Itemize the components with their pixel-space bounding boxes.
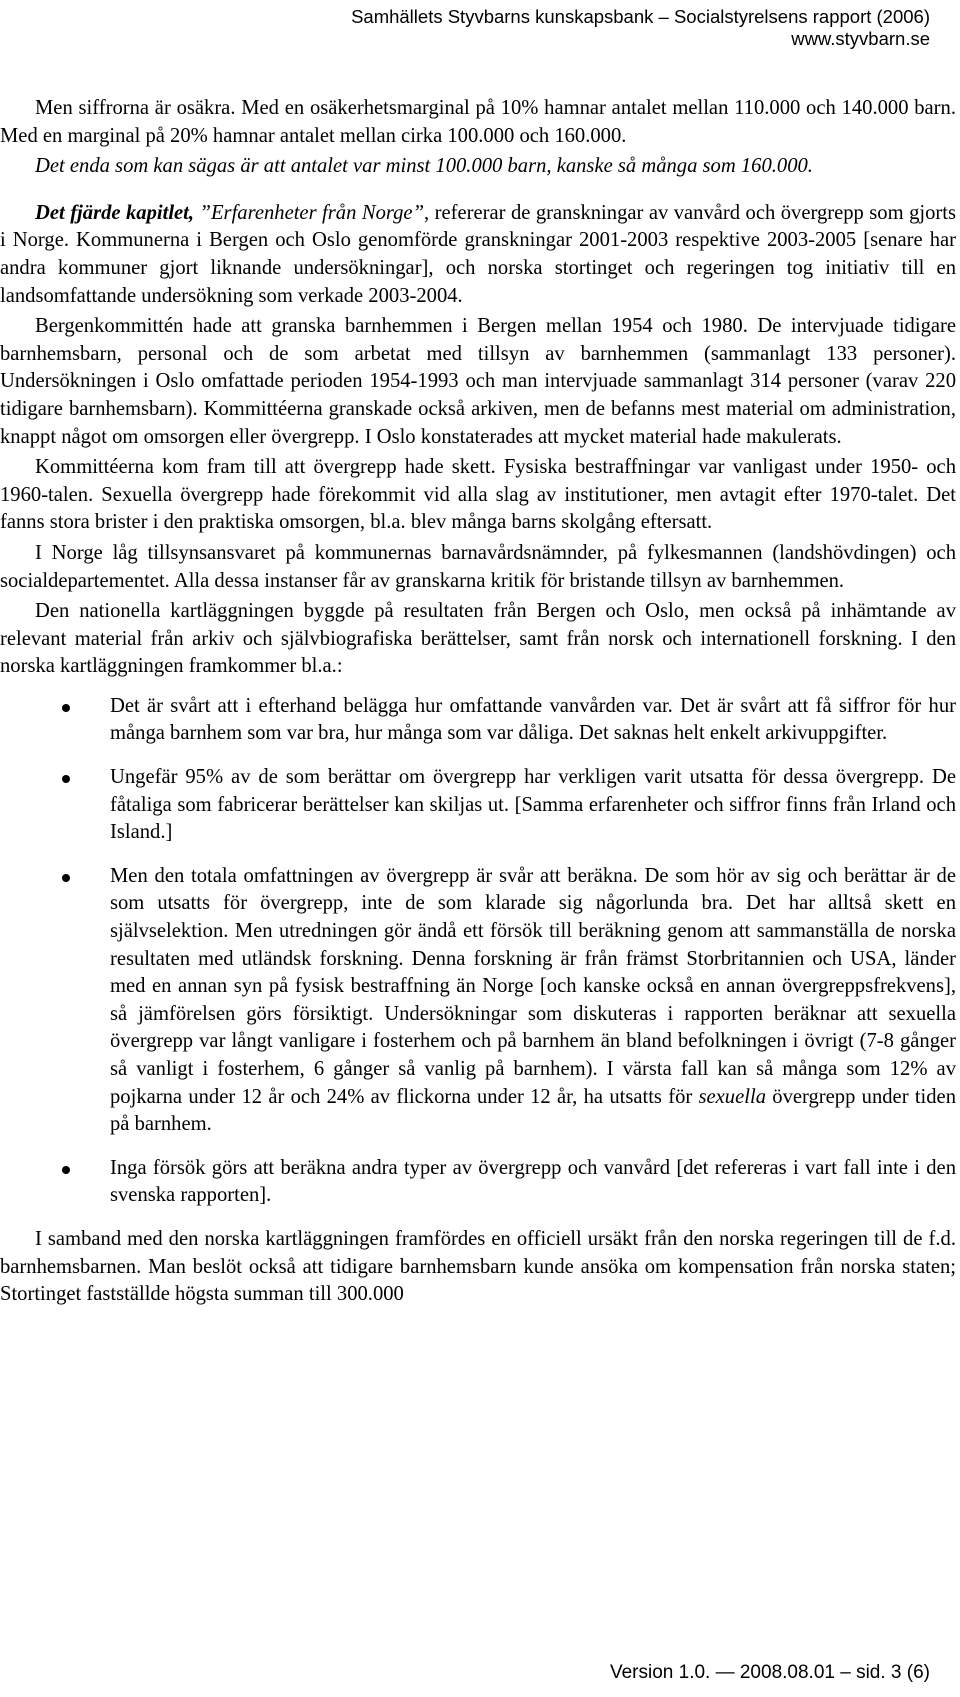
list-item xyxy=(0,764,956,847)
page-header xyxy=(351,6,930,50)
list-item xyxy=(0,1155,956,1210)
paragraph-minimum-count: Det enda som kan sägas är att antalet var minst 100.000 barn, kanske så många som 160.000. xyxy=(35,155,813,178)
list-item xyxy=(0,693,956,748)
chapter-reference: Det fjärde kapitlet, xyxy=(35,201,195,224)
paragraph-apology: I samband med den norska kartläggningen framfördes en officiell ursäkt från den norska regeringen till de f.d. barnhemsbarnen. Man beslöt också att tidigare barnhemsbarn kunde ansöka om kompensation från norska staten; Stortinget fastställde högsta summan till 300.000 xyxy=(0,1227,956,1306)
paragraph-bergen-committee: Bergenkommittén hade att granska barnhemmen i Bergen mellan 1954 och 1980. De intervjuade tidigare barnhemsbarn, personal och de som arbetat med tillsyn av barnhemmen (sammanlagt 133 personer). Undersökningen i Oslo omfattade perioden 1954-1993 och man intervjuade sammanlagt 314 personer (varav 220 tidigare barnhemsbarn). Kommittéerna granskade också arkiven, men de befanns mest material om administration, knappt något om omsorgen eller övergrepp. I Oslo konstaterades att mycket material hade makulerats. xyxy=(0,315,956,448)
list-item xyxy=(0,863,956,1139)
list-item-text-end: övergrepp under tiden på barnhem. xyxy=(110,1085,956,1136)
paragraph-uncertainty: Men siffrorna är osäkra. Med en osäkerhetsmarginal på 10% hamnar antalet mellan 110.000 och 140.000 barn. Med en marginal på 20% hamnar antalet mellan cirka 100.000 och 160.000. xyxy=(0,97,956,147)
document-body xyxy=(0,95,956,1312)
list-item-text: Men den totala omfattningen av övergrepp är svår att beräkna. De som hör av sig och berättar är de som utsatts för övergrepp, inte de som klarade sig någorlunda bra. Det har alltså skett en självselektion. Men utredningen gör ändå ett försök till beräkning genom att sammanställa de norska resultaten med utländsk forskning. Denna forskning är från främst Storbritannien och USA, länder med en annan syn på fysisk bestraffning än Norge [och kanske också en annan övergreppsfrekvens], så jämförelsen görs försiktigt. Undersökningar som diskuteras i rapporten beräknar att sexuella övergrepp var långt vanligare i fosterhem och på barnhem än bland befolkningen i övrigt (7-8 gånger så vanligt i fosterhem, 6 gånger så vanlig på barnhem). I värsta fall kan så många som 12% av pojkarna under 12 år och 24% av flickorna under 12 år, ha utsatts för xyxy=(110,864,956,1108)
page-footer: Version 1.0. — 2008.08.01 – sid. 3 (6) xyxy=(609,1662,930,1683)
paragraph-chapter-four xyxy=(0,200,956,310)
bullet-icon xyxy=(62,874,70,882)
emphasis-text: sexuella xyxy=(698,1085,766,1108)
paragraph-gap xyxy=(0,184,956,200)
header-url: www.styvbarn.se xyxy=(791,28,930,49)
list-item-text: Inga försök görs att beräkna andra typer av övergrepp och vanvård [det refereras i vart fall inte i den svenska rapporten]. xyxy=(110,1156,956,1207)
list-item-text: Det är svårt att i efterhand belägga hur omfattande vanvården var. Det är svårt att få siffror för hur många barnhem som var bra, hur många som var dåliga. Det saknas helt enkelt arkivuppgifter. xyxy=(110,694,956,745)
header-title: Samhällets Styvbarns kunskapsbank – Socialstyrelsens rapport (2006) xyxy=(351,6,930,27)
paragraph-findings: Kommittéerna kom fram till att övergrepp hade skett. Fysiska bestraffningar var vanligast under 1950- och 1960-talen. Sexuella övergrepp hade förekommit vid alla slag av institutioner, men avtagit efter 1970-talet. Det fanns stora brister i den praktiska omsorgen, bl.a. blev många barns skolgång eftersatt. xyxy=(0,456,956,534)
paragraph-national-survey: Den nationella kartläggningen byggde på resultaten från Bergen och Oslo, men också på inhämtande av relevant material från arkiv och självbiografiska berättelser, samt från norsk och internationell forskning. I den norska kartläggningen framkommer bl.a.: xyxy=(0,600,956,678)
findings-list xyxy=(0,693,956,1210)
list-item-text: Ungefär 95% av de som berättar om övergrepp har verkligen varit utsatta för dessa övergrepp. De fåtaliga som fabricerar berättelser kan skiljas ut. [Samma erfarenheter och siffror finns från Irland och Island.] xyxy=(110,766,956,844)
chapter-description: , refererar de granskningar av vanvård och övergrepp som gjorts i Norge. Kommunerna i Bergen och Oslo genomförde granskningar 2001-2003 respektive 2003-2005 [senare har andra kommuner gjort liknande undersökningar], och norska stortinget och regeringen tog initiativ till en landsomfattande undersökning som verkade 2003-2004. xyxy=(0,201,956,307)
paragraph-supervision: I Norge låg tillsynsansvaret på kommunernas barnavårdsnämnder, på fylkesmannen (landshövdingen) och socialdepartementet. Alla dessa instanser får av granskarna kritik för bristande tillsyn av barnhemmen. xyxy=(0,541,956,592)
bullet-icon xyxy=(62,775,70,783)
bullet-icon xyxy=(62,704,70,712)
bullet-icon xyxy=(62,1166,70,1174)
chapter-title-quote: ”Erfarenheter från Norge” xyxy=(194,201,425,224)
